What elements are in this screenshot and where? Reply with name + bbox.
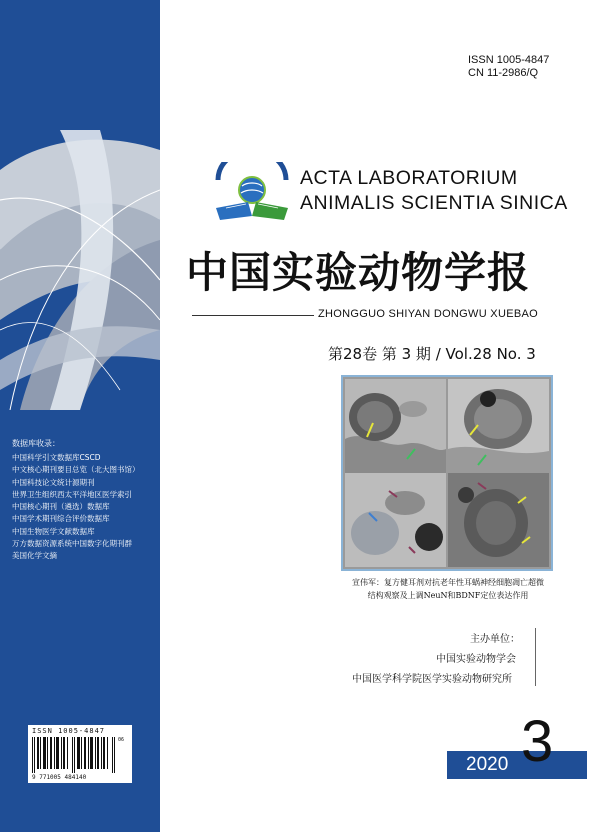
database-item: 中国科技论文统计源期刊	[12, 477, 95, 487]
database-heading: 数据库收录：	[12, 439, 60, 448]
abstract-graphic	[0, 130, 160, 410]
database-item: 中文核心期刊要目总览（北大图书馆）	[12, 465, 140, 475]
english-title-line1: ACTA LABORATORIUM	[300, 167, 518, 189]
issue-line: 第28卷 第 3 期 / Vol.28 No. 3	[328, 345, 536, 363]
sponsor-org-2: 中国医学科学院医学实验动物研究所	[352, 674, 512, 685]
cover-caption	[326, 576, 570, 602]
pinyin-title: ZHONGGUO SHIYAN DONGWU XUEBAO	[318, 308, 538, 320]
barcode-bars	[32, 737, 116, 773]
caption-line2: 结构观察及上调NeuN和BDNF定位表达作用	[367, 591, 529, 600]
cn-number: CN 11-2986/Q	[468, 67, 539, 79]
database-item: 中国学术期刊综合评价数据库	[12, 514, 110, 524]
year: 2020	[466, 754, 509, 775]
left-panel	[0, 0, 160, 832]
micrograph-4	[448, 473, 549, 567]
sponsor-label: 主办单位：	[470, 634, 520, 645]
database-item: 中国核心期刊（遴选）数据库	[12, 502, 110, 512]
caption-line1: 宣伟军：复方健耳剂对抗老年性耳蜗神经细胞凋亡超微	[352, 578, 544, 587]
database-item: 中国生物医学文献数据库	[12, 526, 95, 536]
issn-number: ISSN 1005-4847	[468, 54, 550, 66]
micrograph-1	[345, 379, 446, 473]
database-item: 中国科学引文数据库CSCD	[12, 453, 101, 462]
issn-block	[468, 54, 549, 80]
barcode-issn: ISSN 1005-4847	[32, 727, 106, 735]
database-item: 世界卫生组织西太平洋地区医学索引	[12, 489, 132, 499]
title-rule	[192, 315, 314, 316]
database-item: 万方数据资源系统中国数字化期刊群	[12, 539, 132, 549]
sponsor-org-1: 中国实验动物学会	[436, 654, 516, 665]
chinese-title: 中国实验动物学报	[186, 248, 531, 297]
barcode-number: 9 771005 484140	[32, 774, 87, 781]
micrograph-2	[448, 379, 549, 473]
english-title-line2: ANIMALIS SCIENTIA SINICA	[300, 192, 568, 214]
micrograph-3	[345, 473, 446, 567]
barcode	[28, 725, 132, 783]
society-logo	[212, 162, 292, 224]
database-list	[12, 452, 140, 563]
issue-number-large: 3	[521, 709, 554, 774]
cover-micrograph-panel	[341, 375, 553, 571]
database-item: 美国化学文摘	[12, 551, 57, 561]
sponsor-divider	[535, 628, 536, 686]
barcode-addon: 06	[118, 737, 125, 743]
english-title	[300, 166, 568, 216]
